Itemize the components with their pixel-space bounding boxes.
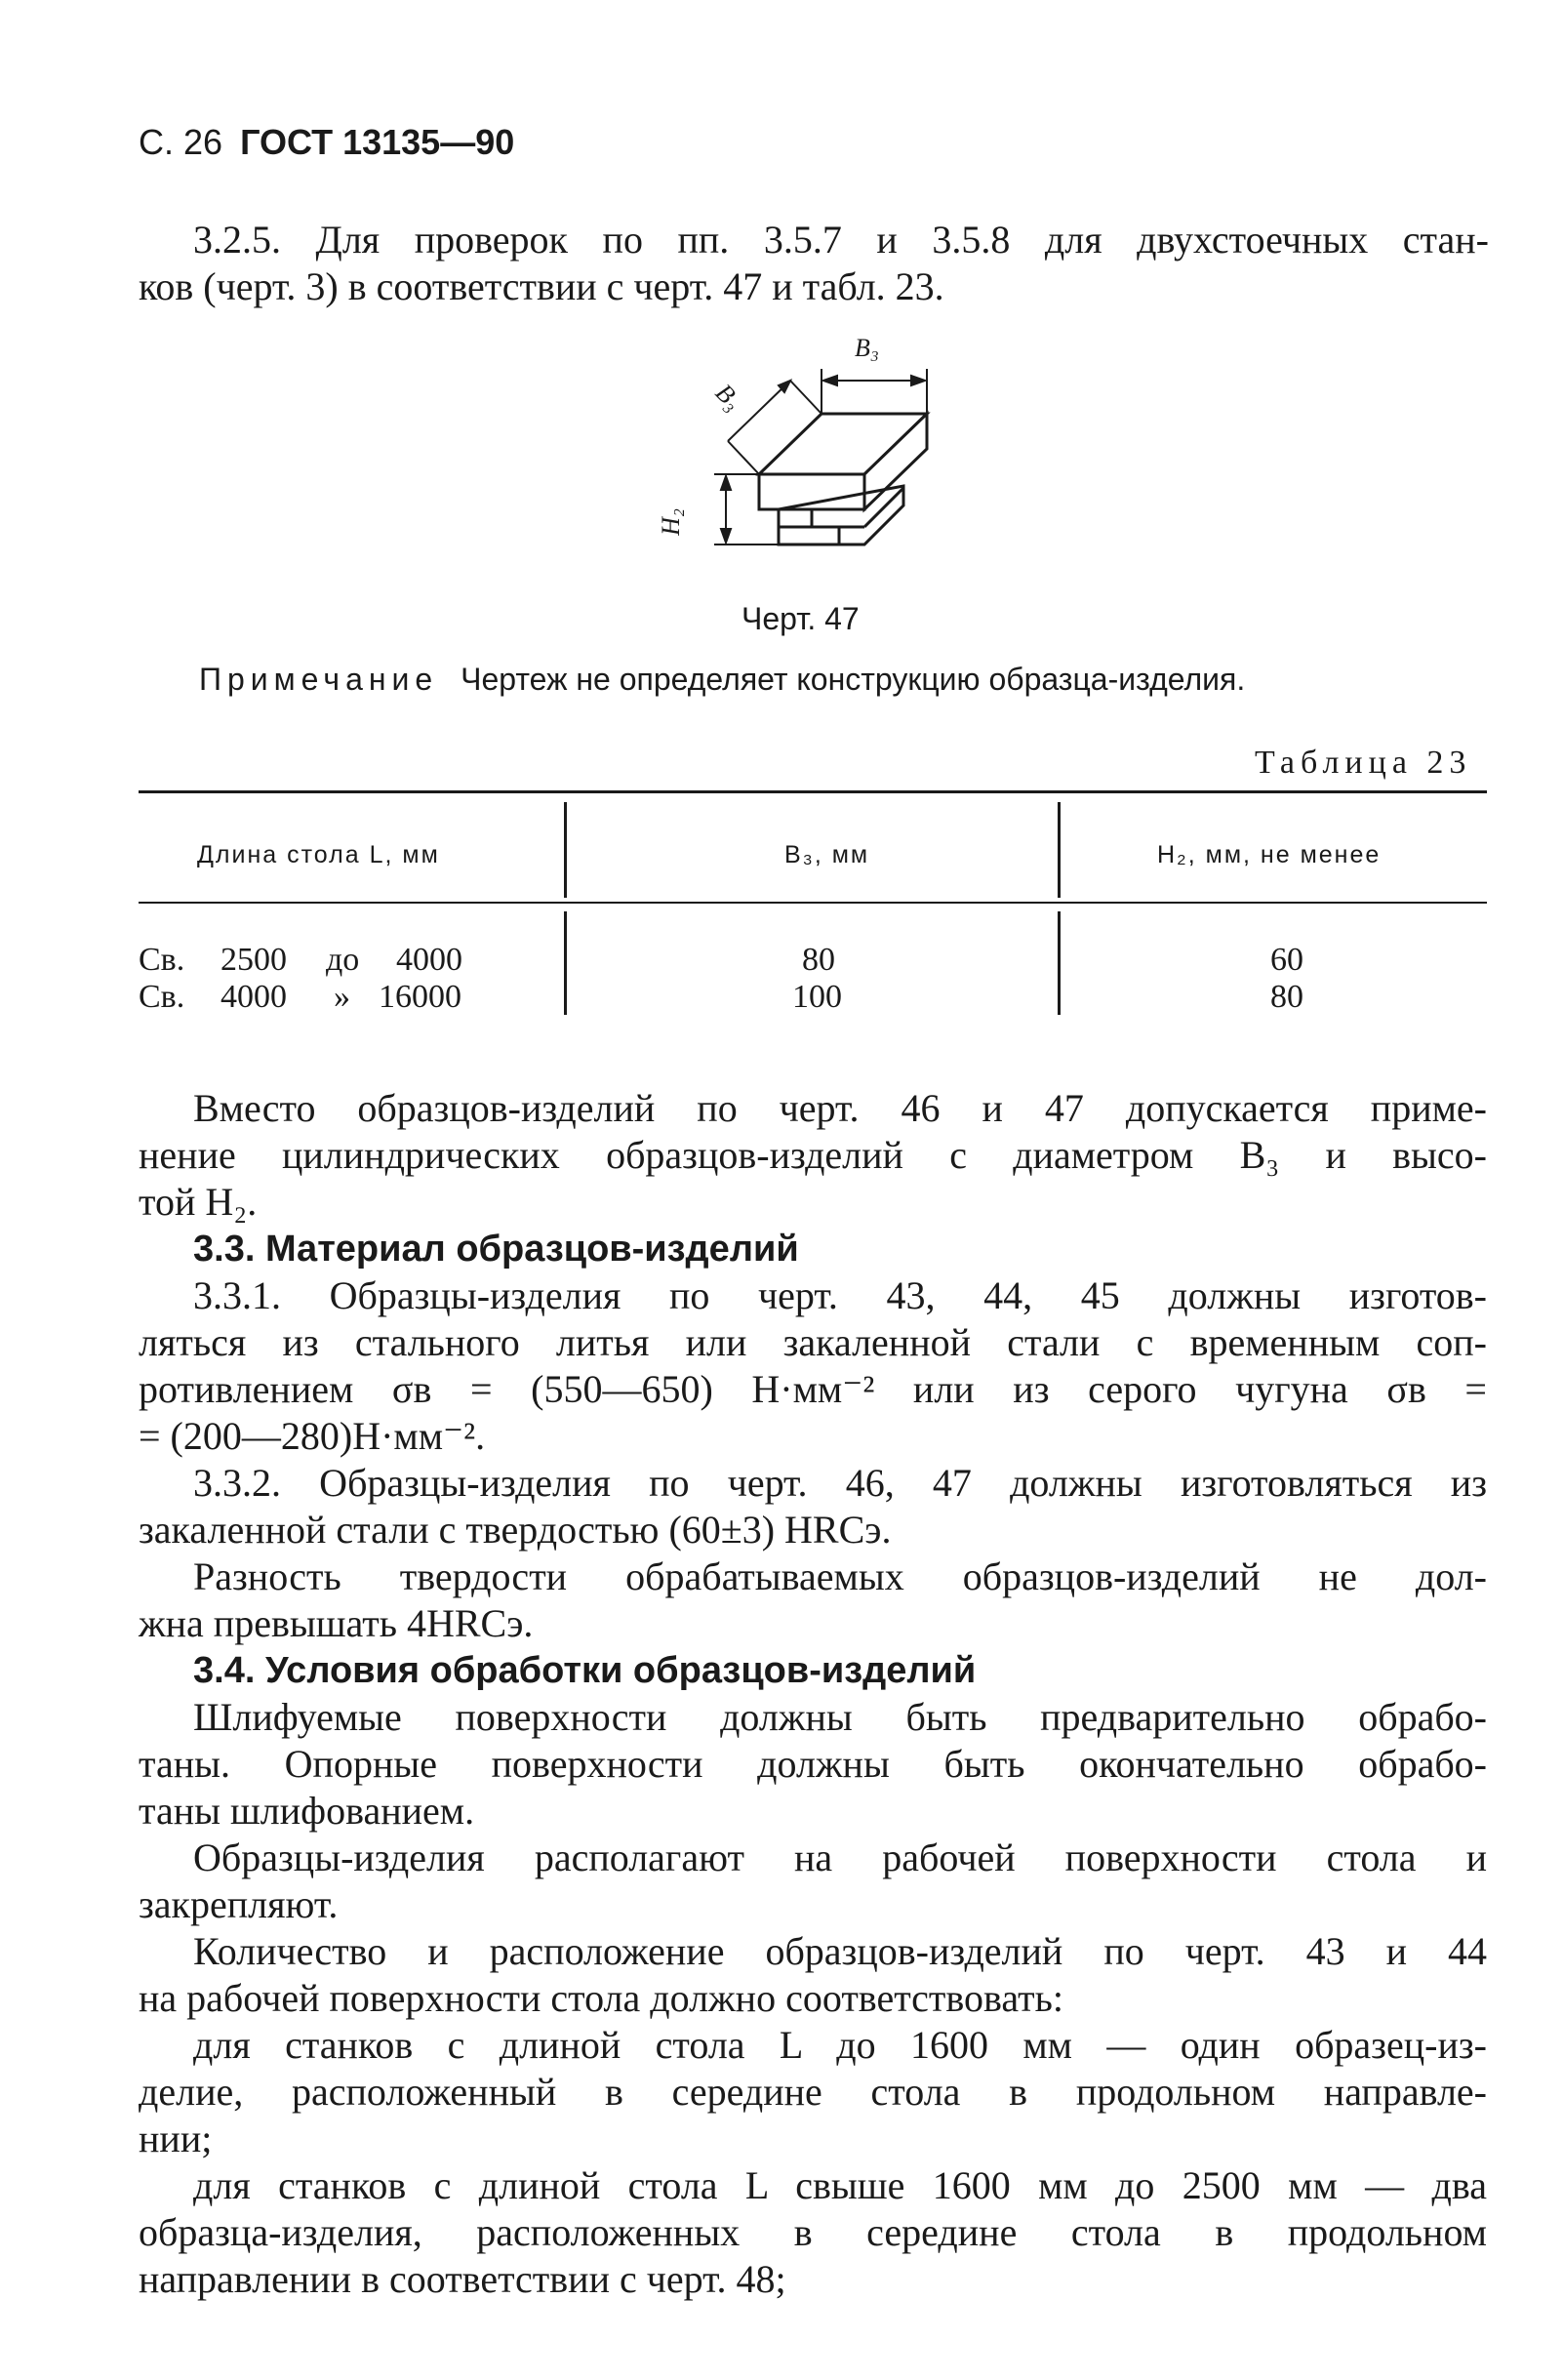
row-from: 2500 <box>220 942 287 978</box>
p34a-line-3: таны шлифованием. <box>139 1789 475 1833</box>
row-prefix: Св. <box>139 979 185 1015</box>
pdiff-line-2: жна превышать 4HRCэ. <box>139 1601 534 1645</box>
row-sep: до <box>326 942 360 978</box>
p34a-line-1: Шлифуемые поверхности должны быть предварительно обрабо- <box>193 1695 1487 1739</box>
p34d-line-2: делие, расположенный в середине стола в продольном направле- <box>139 2070 1487 2114</box>
row-b3: 100 <box>792 979 842 1015</box>
figure-47-drawing <box>644 332 956 585</box>
table-title: Таблица 23 <box>1255 745 1472 781</box>
note-label: Примечание <box>199 662 439 697</box>
row-to: 16000 <box>379 979 461 1015</box>
p34b-line-2: закрепляют. <box>139 1882 339 1926</box>
p34c-line-1: Количество и расположение образцов-изделий по черт. 43 и 44 <box>193 1929 1487 1973</box>
row-b3: 80 <box>802 942 835 978</box>
p34b-line-1: Образцы-изделия располагают на рабочей поверхности стола и <box>193 1835 1487 1879</box>
pdiff-line-1: Разность твердости обрабатываемых образцов-изделий не дол- <box>193 1554 1487 1598</box>
dimension-b3-top <box>822 369 927 414</box>
row-sep: » <box>334 979 350 1015</box>
p1-line-3: той H₂. <box>139 1180 258 1224</box>
p34d-line-1: для станков с длиной стола L до 1600 мм — один образец-из- <box>193 2023 1487 2067</box>
table-col-divider-1b <box>564 911 567 1015</box>
table-col-divider-2b <box>1058 911 1061 1015</box>
label-h2: H₂ <box>656 508 685 536</box>
p332-line-1: 3.3.2. Образцы-изделия по черт. 46, 47 должны изготовляться из <box>193 1461 1487 1505</box>
p331-line-4: = (200—280)Н·мм⁻². <box>139 1414 486 1458</box>
table-header-length: Длина стола L, мм <box>197 841 440 868</box>
p34e-line-1: для станков с длиной стола L свыше 1600 мм до 2500 мм — два <box>193 2163 1487 2207</box>
p331-line-3: ротивлением σв = (550—650) Н·мм⁻² или из серого чугуна σв = <box>139 1367 1487 1411</box>
label-b3-top: B₃ <box>855 334 879 362</box>
table-col-divider-2 <box>1058 802 1061 898</box>
table-header-rule <box>139 902 1487 904</box>
p34e-line-3: направлении в соответствии с черт. 48; <box>139 2257 786 2301</box>
heading-3-3: 3.3. Материал образцов-изделий <box>193 1229 799 1270</box>
table-top-rule <box>139 790 1487 793</box>
page-number: С. 26 <box>139 122 223 162</box>
p331-line-1: 3.3.1. Образцы-изделия по черт. 43, 44, 45 должны изготов- <box>193 1273 1487 1317</box>
row-h2: 60 <box>1270 942 1303 978</box>
row-from: 4000 <box>220 979 287 1015</box>
heading-3-4: 3.4. Условия обработки образцов-изделий <box>193 1650 977 1691</box>
figure-note <box>199 660 1245 699</box>
intro-line-2: ков (черт. 3) в соответствии с черт. 47 и табл. 23. <box>139 264 944 308</box>
note-text: Чертеж не определяет конструкцию образца-изделия. <box>461 662 1246 697</box>
table-header-b3: B₃, мм <box>784 841 870 868</box>
figure-caption: Черт. 47 <box>741 601 860 636</box>
standard-number: ГОСТ 13135—90 <box>240 122 515 162</box>
specimen-body <box>759 414 927 545</box>
intro-line-1: 3.2.5. Для проверок по пп. 3.5.7 и 3.5.8 для двухстоечных стан- <box>193 218 1489 262</box>
p331-line-2: ляться из стального литья или закаленной стали с временным соп- <box>139 1320 1487 1364</box>
p34e-line-2: образца-изделия, расположенных в середине стола в продольном <box>139 2210 1487 2254</box>
table-col-divider-1 <box>564 802 567 898</box>
p1-line-1: Вместо образцов-изделий по черт. 46 и 47 допускается приме- <box>193 1086 1487 1130</box>
p332-line-2: закаленной стали с твердостью (60±3) HRCэ. <box>139 1508 892 1552</box>
p34a-line-2: таны. Опорные поверхности должны быть окончательно обрабо- <box>139 1742 1487 1786</box>
p1-line-2: нение цилиндрических образцов-изделий с диаметром B₃ и высо- <box>139 1133 1487 1177</box>
row-prefix: Св. <box>139 942 185 978</box>
p34d-line-3: нии; <box>139 2117 213 2160</box>
page-header <box>139 121 514 164</box>
row-to: 4000 <box>396 942 462 978</box>
p34c-line-2: на рабочей поверхности стола должно соответствовать: <box>139 1976 1063 2020</box>
table-header-h2: H₂, мм, не менее <box>1157 841 1382 868</box>
row-h2: 80 <box>1270 979 1303 1015</box>
label-b3-side: B₃ <box>709 378 747 416</box>
